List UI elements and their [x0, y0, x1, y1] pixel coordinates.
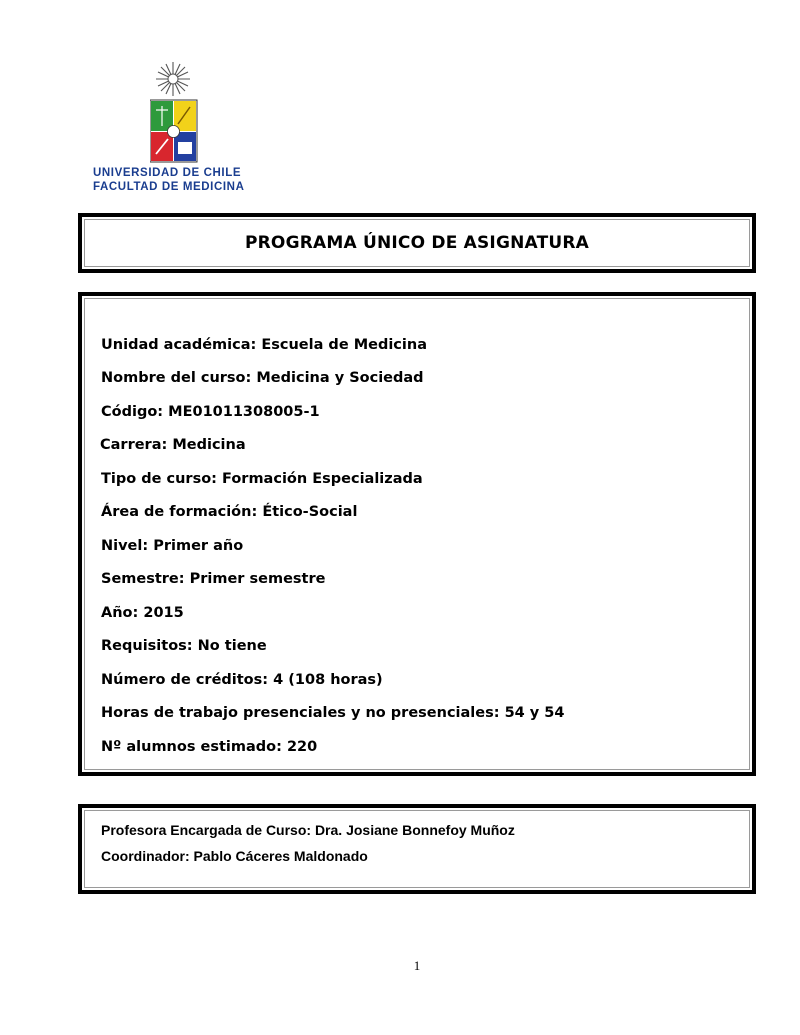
- field-ano: Año: 2015: [101, 605, 184, 621]
- field-codigo: Código: ME01011308005-1: [101, 404, 320, 420]
- professor-in-charge: Profesora Encargada de Curso: Dra. Josiane Bonnefoy Muñoz: [101, 822, 515, 838]
- field-horas-trabajo: Horas de trabajo presenciales y no presenciales: 54 y 54: [101, 705, 565, 721]
- field-requisitos: Requisitos: No tiene: [101, 638, 267, 654]
- field-semestre: Semestre: Primer semestre: [101, 571, 326, 587]
- field-nivel: Nivel: Primer año: [101, 538, 244, 554]
- coordinator: Coordinador: Pablo Cáceres Maldonado: [101, 848, 368, 864]
- staff-box: [78, 804, 756, 894]
- page-title: PROGRAMA ÚNICO DE ASIGNATURA: [244, 233, 590, 253]
- institution-header: [93, 166, 244, 194]
- field-tipo-curso: Tipo de curso: Formación Especializada: [101, 471, 423, 487]
- field-area-formacion: Área de formación: Ético-Social: [101, 504, 358, 520]
- course-info-box: [78, 292, 756, 776]
- page-number: 1: [413, 958, 421, 973]
- faculty-name: FACULTAD DE MEDICINA: [93, 181, 245, 193]
- title-box: [78, 213, 756, 273]
- field-nombre-curso: Nombre del curso: Medicina y Sociedad: [101, 370, 424, 386]
- field-carrera: Carrera: Medicina: [100, 437, 246, 453]
- field-unidad-academica: Unidad académica: Escuela de Medicina: [101, 337, 427, 353]
- field-creditos: Número de créditos: 4 (108 horas): [101, 672, 383, 688]
- field-alumnos-estimado: Nº alumnos estimado: 220: [101, 739, 318, 755]
- university-name: UNIVERSIDAD DE CHILE: [93, 167, 242, 179]
- university-crest-logo: [150, 62, 200, 166]
